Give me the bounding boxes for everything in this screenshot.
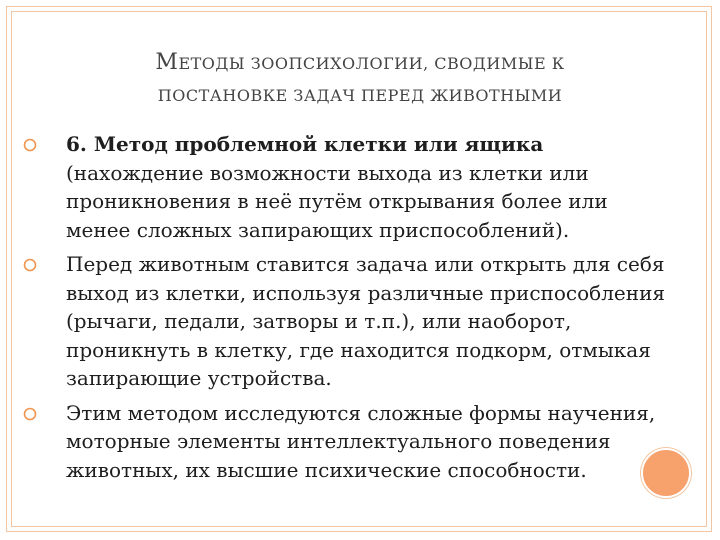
bullet-circle-icon (22, 257, 38, 273)
bullet-text: Этим методом исследуются сложные формы научения, моторные элементы интеллектуального поведения животных, их высшие психические способности. (66, 400, 656, 482)
slide-title-rest: ЕТОДЫ ЗООПСИХОЛОГИИ, СВОДИМЫЕ К (178, 54, 565, 73)
bullet-item (0, 399, 720, 485)
bullet-item (0, 130, 720, 244)
bullet-list (0, 130, 720, 486)
bullet-text: (нахождение возможности выхода из клетки или проникновения в неё путём открывания более или менее сложных запирающих приспособлений). (66, 160, 608, 242)
slide-title-line1 (0, 50, 720, 75)
bullet-heading: 6. Метод проблемной клетки или ящика (66, 132, 544, 156)
slide-title-initial: М (155, 50, 179, 75)
bullet-text: Перед животным ставится задача или открыть для себя выход из клетки, используя различные приспособления (рычаги, педали, затворы и т.п.), или наоборот, проникнуть в клетку, где находится подкорм, отмыкая запирающие устройства. (66, 252, 666, 390)
bullet-circle-icon (22, 137, 38, 153)
bullet-item (0, 250, 720, 393)
bullet-circle-icon (22, 406, 38, 422)
decorative-circle (641, 448, 691, 498)
slide-title-line2: ПОСТАНОВКЕ ЗАДАЧ ПЕРЕД ЖИВОТНЫМИ (157, 86, 563, 105)
